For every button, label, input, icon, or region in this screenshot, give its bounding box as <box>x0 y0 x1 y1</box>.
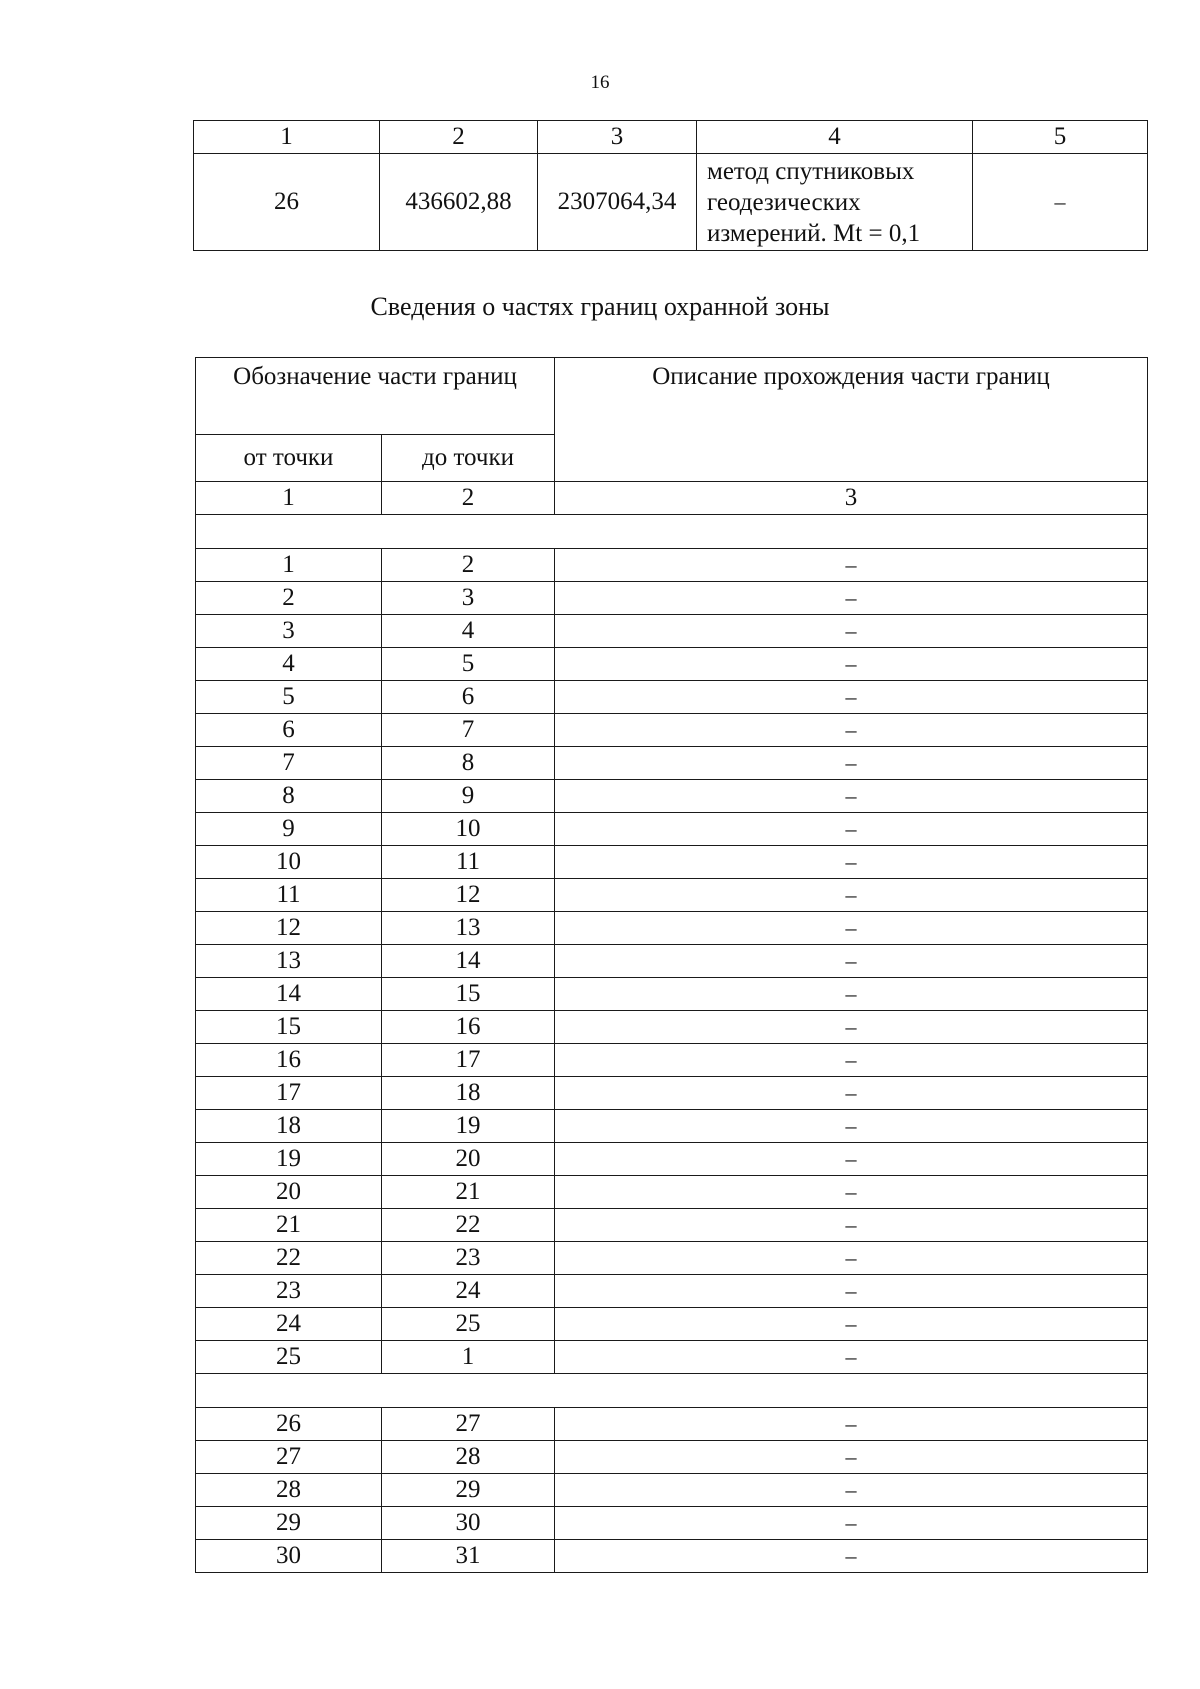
from-point: 6 <box>196 714 382 747</box>
to-point: 27 <box>382 1408 555 1441</box>
from-point: 25 <box>196 1341 382 1374</box>
parts-header-row <box>196 358 1148 435</box>
column-5-value: – <box>973 154 1148 251</box>
to-point: 7 <box>382 714 555 747</box>
column-number: 1 <box>196 482 382 515</box>
from-point: 2 <box>196 582 382 615</box>
description-dash: – <box>555 1044 1148 1077</box>
table-row <box>196 813 1148 846</box>
table-row <box>196 945 1148 978</box>
description-dash: – <box>555 681 1148 714</box>
table-row <box>196 879 1148 912</box>
coordinates-header-row <box>194 121 1148 154</box>
table-row <box>196 648 1148 681</box>
table-row <box>196 1341 1148 1374</box>
to-point: 23 <box>382 1242 555 1275</box>
coordinate-x: 436602,88 <box>380 154 538 251</box>
description-dash: – <box>555 615 1148 648</box>
table-row <box>196 1110 1148 1143</box>
coordinate-y: 2307064,34 <box>538 154 697 251</box>
from-point: 21 <box>196 1209 382 1242</box>
description-dash: – <box>555 1077 1148 1110</box>
page-number: 16 <box>590 72 610 93</box>
description-dash: – <box>555 1507 1148 1540</box>
description-dash: – <box>555 813 1148 846</box>
table-row <box>196 1408 1148 1441</box>
description-header: Описание прохождения части границ <box>555 358 1148 482</box>
column-number: 3 <box>538 121 697 154</box>
from-point: 15 <box>196 1011 382 1044</box>
description-dash: – <box>555 747 1148 780</box>
description-dash: – <box>555 1275 1148 1308</box>
coordinates-table <box>193 120 1148 251</box>
to-point: 6 <box>382 681 555 714</box>
table-row <box>196 681 1148 714</box>
description-dash: – <box>555 780 1148 813</box>
from-point: 30 <box>196 1540 382 1573</box>
to-point: 11 <box>382 846 555 879</box>
to-point: 20 <box>382 1143 555 1176</box>
from-point: 8 <box>196 780 382 813</box>
method-line: измерений. Mt = 0,1 <box>707 219 921 247</box>
description-dash: – <box>555 1408 1148 1441</box>
from-point: 5 <box>196 681 382 714</box>
table-row <box>196 615 1148 648</box>
group-separator <box>196 515 1148 549</box>
description-dash: – <box>555 582 1148 615</box>
table-row <box>196 1540 1148 1573</box>
from-point: 19 <box>196 1143 382 1176</box>
from-point: 20 <box>196 1176 382 1209</box>
to-point-header: до точки <box>382 435 555 482</box>
from-point: 17 <box>196 1077 382 1110</box>
from-point: 28 <box>196 1474 382 1507</box>
description-dash: – <box>555 912 1148 945</box>
to-point: 3 <box>382 582 555 615</box>
to-point: 10 <box>382 813 555 846</box>
table-row <box>196 1176 1148 1209</box>
table-row <box>196 1507 1148 1540</box>
table-row <box>196 1209 1148 1242</box>
from-point: 13 <box>196 945 382 978</box>
description-dash: – <box>555 1308 1148 1341</box>
table-row <box>196 1044 1148 1077</box>
to-point: 25 <box>382 1308 555 1341</box>
description-dash: – <box>555 648 1148 681</box>
description-dash: – <box>555 1011 1148 1044</box>
from-point: 10 <box>196 846 382 879</box>
method-line: метод спутниковых <box>707 157 915 185</box>
from-point: 1 <box>196 549 382 582</box>
table-row <box>196 1308 1148 1341</box>
table-row <box>196 549 1148 582</box>
method-line: геодезических <box>707 188 861 216</box>
description-dash: – <box>555 1441 1148 1474</box>
description-dash: – <box>555 714 1148 747</box>
from-point: 9 <box>196 813 382 846</box>
from-point: 14 <box>196 978 382 1011</box>
description-dash: – <box>555 879 1148 912</box>
to-point: 17 <box>382 1044 555 1077</box>
to-point: 5 <box>382 648 555 681</box>
column-number: 2 <box>380 121 538 154</box>
description-dash: – <box>555 1474 1148 1507</box>
table-row <box>196 1077 1148 1110</box>
from-point: 4 <box>196 648 382 681</box>
group-1-rows <box>196 549 1148 1374</box>
from-point: 3 <box>196 615 382 648</box>
section-title: Сведения о частях границ охранной зоны <box>370 292 830 321</box>
column-number: 3 <box>555 482 1148 515</box>
description-dash: – <box>555 1209 1148 1242</box>
to-point: 21 <box>382 1176 555 1209</box>
table-row <box>196 846 1148 879</box>
from-point: 11 <box>196 879 382 912</box>
description-dash: – <box>555 1341 1148 1374</box>
from-point: 24 <box>196 1308 382 1341</box>
to-point: 13 <box>382 912 555 945</box>
table-row <box>196 1474 1148 1507</box>
description-dash: – <box>555 549 1148 582</box>
table-row <box>196 780 1148 813</box>
group-2-rows <box>196 1408 1148 1573</box>
table-row <box>196 1242 1148 1275</box>
column-number: 2 <box>382 482 555 515</box>
group-separator <box>196 1374 1148 1408</box>
description-dash: – <box>555 1540 1148 1573</box>
from-point: 22 <box>196 1242 382 1275</box>
table-row <box>196 1011 1148 1044</box>
to-point: 15 <box>382 978 555 1011</box>
from-point: 7 <box>196 747 382 780</box>
description-dash: – <box>555 1110 1148 1143</box>
boundary-parts-table <box>195 357 1148 1573</box>
group-separator-row <box>196 1374 1148 1408</box>
to-point: 16 <box>382 1011 555 1044</box>
column-number: 5 <box>973 121 1148 154</box>
table-row <box>196 978 1148 1011</box>
group-separator-row <box>196 515 1148 549</box>
table-row <box>196 1143 1148 1176</box>
table-row <box>196 582 1148 615</box>
to-point: 12 <box>382 879 555 912</box>
from-point: 12 <box>196 912 382 945</box>
from-point-header: от точки <box>196 435 382 482</box>
from-point: 18 <box>196 1110 382 1143</box>
to-point: 22 <box>382 1209 555 1242</box>
description-dash: – <box>555 1176 1148 1209</box>
description-dash: – <box>555 978 1148 1011</box>
to-point: 29 <box>382 1474 555 1507</box>
to-point: 18 <box>382 1077 555 1110</box>
from-point: 29 <box>196 1507 382 1540</box>
from-point: 27 <box>196 1441 382 1474</box>
to-point: 30 <box>382 1507 555 1540</box>
table-row <box>196 912 1148 945</box>
description-dash: – <box>555 945 1148 978</box>
to-point: 9 <box>382 780 555 813</box>
table-row <box>196 714 1148 747</box>
point-number: 26 <box>194 154 380 251</box>
from-point: 26 <box>196 1408 382 1441</box>
table-row <box>196 1275 1148 1308</box>
description-dash: – <box>555 1242 1148 1275</box>
to-point: 31 <box>382 1540 555 1573</box>
table-row <box>196 1441 1148 1474</box>
column-number: 4 <box>697 121 973 154</box>
from-point: 23 <box>196 1275 382 1308</box>
from-point: 16 <box>196 1044 382 1077</box>
method-description <box>697 154 973 251</box>
to-point: 14 <box>382 945 555 978</box>
to-point: 4 <box>382 615 555 648</box>
description-dash: – <box>555 846 1148 879</box>
to-point: 2 <box>382 549 555 582</box>
to-point: 1 <box>382 1341 555 1374</box>
to-point: 19 <box>382 1110 555 1143</box>
to-point: 28 <box>382 1441 555 1474</box>
to-point: 8 <box>382 747 555 780</box>
description-dash: – <box>555 1143 1148 1176</box>
table-row <box>196 747 1148 780</box>
coordinates-row <box>194 154 1148 251</box>
to-point: 24 <box>382 1275 555 1308</box>
designation-header: Обозначение части границ <box>196 358 555 435</box>
column-number: 1 <box>194 121 380 154</box>
column-number-row <box>196 482 1148 515</box>
